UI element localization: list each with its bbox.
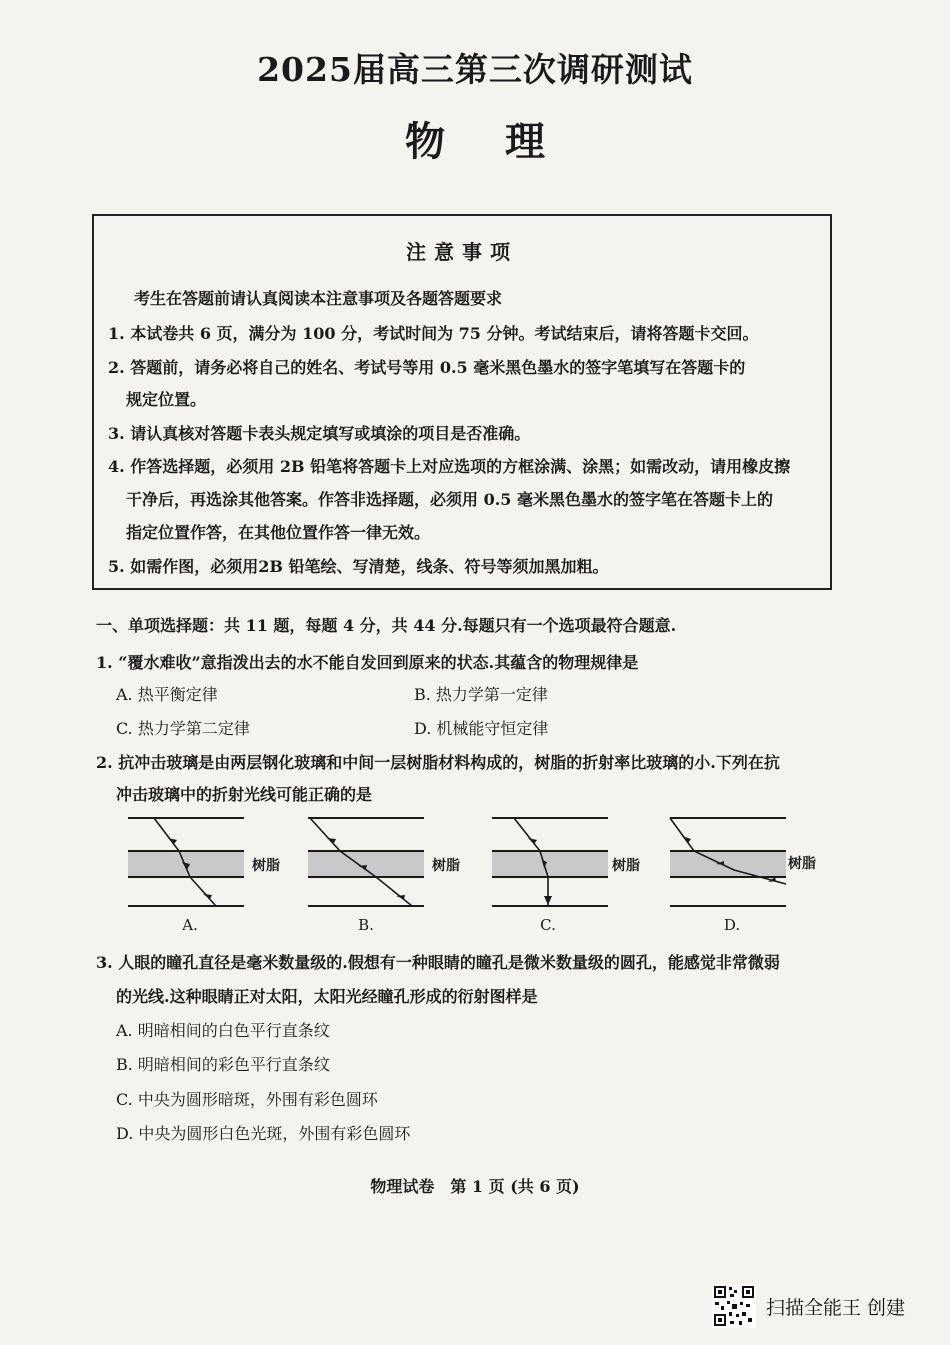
exam-title: 2025届高三第三次调研测试	[257, 50, 693, 89]
notice-line: 2. 答题前，请务必将自己的姓名、考试号等用 0.5 毫米黑色墨水的签字笔填写在答题卡的	[108, 358, 746, 377]
refraction-diagram-c	[488, 808, 688, 913]
resin-label: 树脂	[252, 858, 280, 874]
notice-line: 3. 请认真核对答题卡表头规定填写或填涂的项目是否准确。	[108, 424, 531, 443]
notice-heading: 注意事项	[406, 240, 518, 264]
question-3-stem: 3. 人眼的瞳孔直径是毫米数量级的.假想有一种眼睛的瞳孔是微米数量级的圆孔，能感觉非常微弱	[96, 953, 780, 972]
question-1-option-d: D. 机械能守恒定律	[414, 719, 549, 738]
diagram-label-a: A.	[182, 916, 198, 934]
notice-line: 4. 作答选择题，必须用 2B 铅笔将答题卡上对应选项的方框涂满、涂黑；如需改动，请用橡皮擦	[108, 457, 791, 476]
ray-arrow-icon	[528, 838, 537, 844]
diagram-label-c: C.	[540, 916, 556, 934]
resin-label: 树脂	[788, 856, 816, 872]
resin-label: 树脂	[612, 858, 640, 874]
resin-label: 树脂	[432, 858, 460, 874]
notice-line: 干净后，再选涂其他答案。作答非选择题，必须用 0.5 毫米黑色墨水的签字笔在答题卡上的	[126, 490, 773, 509]
question-2-stem: 2. 抗冲击玻璃是由两层钢化玻璃和中间一层树脂材料构成的，树脂的折射率比玻璃的小.下列在抗	[96, 753, 780, 772]
question-3-option-c: C. 中央为圆形暗斑，外围有彩色圆环	[116, 1090, 378, 1109]
resin-layer	[308, 851, 424, 877]
diagram-label-b: B.	[358, 916, 374, 934]
notice-line: 1. 本试卷共 6 页，满分为 100 分，考试时间为 75 分钟。考试结束后，请将答题卡交回。	[108, 324, 759, 343]
ray-arrow-icon	[396, 895, 405, 899]
question-3-option-a: A. 明暗相间的白色平行直条纹	[116, 1021, 330, 1040]
ray-arrow-icon	[203, 894, 212, 899]
notice-intro: 考生在答题前请认真阅读本注意事项及各题答题要求	[134, 289, 503, 308]
question-1-stem: 1. “覆水难收”意指泼出去的水不能自发回到原来的状态.其蕴含的物理规律是	[96, 653, 639, 672]
subject-title: 物理	[405, 118, 605, 165]
notice-line: 指定位置作答，在其他位置作答一律无效。	[126, 523, 431, 542]
question-1-option-c: C. 热力学第二定律	[116, 719, 250, 738]
question-3-stem: 的光线.这种眼睛正对太阳，太阳光经瞳孔形成的衍射图样是	[116, 987, 538, 1006]
refraction-diagram-d	[666, 808, 866, 913]
watermark-text: 扫描全能王 创建	[766, 1296, 906, 1319]
notice-line: 规定位置。	[126, 390, 207, 409]
question-3-option-d: D. 中央为圆形白色光斑，外围有彩色圆环	[116, 1124, 411, 1143]
section-heading: 一、单项选择题：共 11 题，每题 4 分，共 44 分.每题只有一个选项最符合题意.	[96, 616, 677, 635]
notice-line: 5. 如需作图，必须用2B 铅笔绘、写清楚，线条、符号等须加黑加粗。	[108, 557, 609, 576]
page-footer: 物理试卷 第 1 页 (共 6 页)	[370, 1177, 580, 1196]
refraction-diagram-b	[304, 808, 504, 913]
diagram-label-d: D.	[723, 916, 741, 934]
notice-box	[92, 214, 832, 590]
question-1-option-b: B. 热力学第一定律	[414, 685, 548, 704]
scanner-watermark	[712, 1284, 905, 1328]
question-1-option-a: A. 热平衡定律	[116, 685, 218, 704]
question-2-stem: 冲击玻璃中的折射光线可能正确的是	[116, 785, 373, 804]
ray-arrow-icon	[544, 896, 552, 905]
resin-layer	[670, 851, 786, 877]
qr-code-icon	[712, 1284, 756, 1328]
question-3-option-b: B. 明暗相间的彩色平行直条纹	[116, 1055, 330, 1074]
resin-layer	[492, 851, 608, 877]
